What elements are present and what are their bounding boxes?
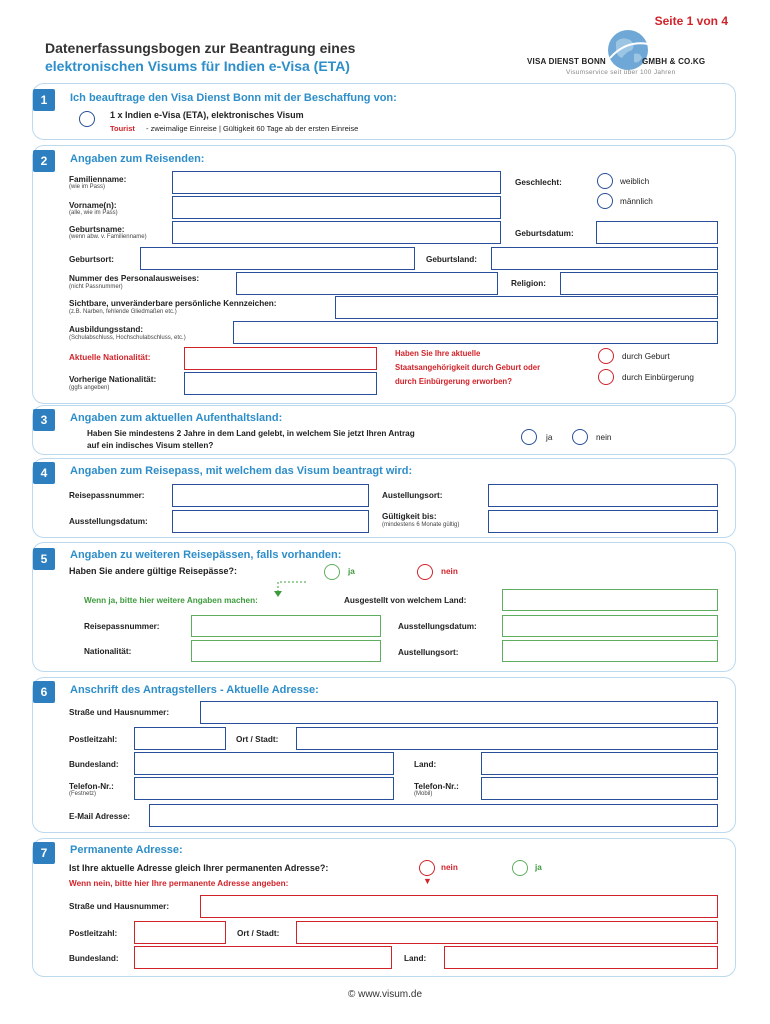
- reisepassnummer-field[interactable]: [172, 484, 369, 507]
- arrow-down-icon: ▼: [423, 876, 432, 886]
- permanent-land-label: Land:: [404, 954, 427, 963]
- telefon-festnetz-field[interactable]: [134, 777, 394, 800]
- section-heading: Permanente Adresse:: [70, 844, 183, 856]
- bundesland-label: Bundesland:: [69, 760, 119, 769]
- ausstellungsdatum-field[interactable]: [172, 510, 369, 533]
- telefon-mobil-label: Telefon-Nr.:: [414, 782, 459, 791]
- weitere-paesse-question: Haben Sie andere gültige Reisepässe?:: [69, 566, 238, 576]
- weitere-nationalitaet-label: Nationalität:: [84, 647, 132, 656]
- section-heading: Ich beauftrage den Visa Dienst Bonn mit der Beschaffung von:: [70, 92, 397, 104]
- gueltigkeit-hint: (mindestens 6 Monate gültig): [382, 522, 460, 528]
- personalausweis-field[interactable]: [236, 272, 498, 295]
- weitere-paesse-nein-label: nein: [441, 567, 458, 576]
- permanent-bundesland-label: Bundesland:: [69, 954, 119, 963]
- weitere-paesse-ja-label: ja: [348, 567, 355, 576]
- permanent-ort-label: Ort / Stadt:: [237, 929, 280, 938]
- geburtsname-hint: (wenn abw. v. Familienname): [69, 234, 147, 240]
- permanent-strasse-field[interactable]: [200, 895, 718, 918]
- strasse-field[interactable]: [200, 701, 718, 724]
- permanent-nein-radio[interactable]: [419, 860, 435, 876]
- weitere-ausstellungsdatum-field[interactable]: [502, 615, 718, 637]
- weitere-reisepassnummer-field[interactable]: [191, 615, 381, 637]
- ausstellungsort-field[interactable]: [488, 484, 718, 507]
- durch-einbuergerung-label: durch Einbürgerung: [622, 373, 694, 382]
- tourist-note: - zweimalige Einreise | Gültigkeit 60 Tage ab der ersten Einreise: [146, 124, 359, 133]
- aufenthalt-ja-radio[interactable]: [521, 429, 537, 445]
- reisepassnummer-label: Reisepassnummer:: [69, 491, 145, 500]
- durch-geburt-radio[interactable]: [598, 348, 614, 364]
- ort-label: Ort / Stadt:: [236, 735, 279, 744]
- aufenthalt-nein-label: nein: [596, 433, 612, 442]
- logo-slogan: Visumservice seit über 100 Jahren: [566, 69, 676, 76]
- aufenthalt-question-2: auf ein indisches Visum stellen?: [87, 441, 214, 450]
- personalausweis-hint: (nicht Passnummer): [69, 284, 123, 290]
- ausgestellt-land-field[interactable]: [502, 589, 718, 611]
- evisa-option-label: 1 x Indien e-Visa (ETA), elektronisches Visum: [110, 110, 304, 120]
- vorherige-nationalitaet-label: Vorherige Nationalität:: [69, 375, 157, 384]
- permanent-bundesland-field[interactable]: [134, 946, 392, 969]
- kennzeichen-hint: (z.B. Narben, fehlende Gliedmaßen etc.): [69, 309, 177, 315]
- wenn-ja-hint: Wenn ja, bitte hier weitere Angaben machen:: [84, 596, 258, 605]
- form-title: Datenerfassungsbogen zur Beantragung eines: [45, 40, 356, 56]
- ausbildung-field[interactable]: [233, 321, 718, 344]
- weitere-reisepassnummer-label: Reisepassnummer:: [84, 622, 160, 631]
- kennzeichen-label: Sichtbare, unveränderbare persönliche Kennzeichen:: [69, 299, 277, 308]
- vorname-label: Vorname(n):: [69, 201, 117, 210]
- permanent-ja-label: ja: [535, 863, 542, 872]
- geburtsdatum-field[interactable]: [596, 221, 718, 244]
- arrow-down-icon: [270, 580, 310, 598]
- weitere-ausstellungsort-label: Austellungsort:: [398, 648, 459, 657]
- aufenthalt-ja-label: ja: [546, 433, 553, 442]
- gueltigkeit-field[interactable]: [488, 510, 718, 533]
- land-label: Land:: [414, 760, 437, 769]
- vorherige-nationalitaet-hint: (ggfs angeben): [69, 385, 110, 391]
- ort-field[interactable]: [296, 727, 718, 750]
- plz-field[interactable]: [134, 727, 226, 750]
- aufenthalt-nein-radio[interactable]: [572, 429, 588, 445]
- familienname-label: Familienname:: [69, 175, 127, 184]
- aktuelle-nationalitaet-field[interactable]: [184, 347, 377, 370]
- geburtsland-field[interactable]: [491, 247, 718, 270]
- durch-einbuergerung-radio[interactable]: [598, 369, 614, 385]
- section-heading: Anschrift des Antragstellers - Aktuelle Adresse:: [70, 684, 319, 696]
- geburtsland-label: Geburtsland:: [426, 255, 477, 264]
- ausstellungsdatum-label: Ausstellungsdatum:: [69, 517, 148, 526]
- section-number: 6: [33, 681, 55, 703]
- staatsangehoerigkeit-question-3: durch Einbürgerung erworben?: [395, 377, 512, 386]
- page-number: Seite 1 von 4: [654, 14, 728, 28]
- staatsangehoerigkeit-question-2: Staatsangehörigkeit durch Geburt oder: [395, 363, 541, 372]
- weitere-nationalitaet-field[interactable]: [191, 640, 381, 662]
- maennlich-radio[interactable]: [597, 193, 613, 209]
- aktuelle-nationalitaet-label: Aktuelle Nationalität:: [69, 353, 151, 362]
- section-number: 7: [33, 842, 55, 864]
- weiblich-radio[interactable]: [597, 173, 613, 189]
- geburtsort-label: Geburtsort:: [69, 255, 115, 264]
- weitere-paesse-nein-radio[interactable]: [417, 564, 433, 580]
- geburtsname-field[interactable]: [172, 221, 501, 244]
- footer-copyright: © www.visum.de: [347, 989, 423, 1000]
- weitere-paesse-ja-radio[interactable]: [324, 564, 340, 580]
- permanente-adresse-question: Ist Ihre aktuelle Adresse gleich Ihrer permanenten Adresse?:: [69, 863, 329, 873]
- kennzeichen-field[interactable]: [335, 296, 718, 319]
- section-heading: Angaben zum aktuellen Aufenthaltsland:: [70, 412, 283, 424]
- durch-geburt-label: durch Geburt: [622, 352, 670, 361]
- geburtsort-field[interactable]: [140, 247, 415, 270]
- geburtsdatum-label: Geburtsdatum:: [515, 229, 574, 238]
- strasse-label: Straße und Hausnummer:: [69, 708, 170, 717]
- land-field[interactable]: [481, 752, 718, 775]
- plz-label: Postleitzahl:: [69, 735, 118, 744]
- email-label: E-Mail Adresse:: [69, 812, 131, 821]
- ausbildung-hint: (Schulabschluss, Hochschulabschluss, etc.): [69, 335, 186, 341]
- section-number: 4: [33, 462, 55, 484]
- section-number: 1: [33, 89, 55, 111]
- geburtsname-label: Geburtsname:: [69, 225, 125, 234]
- maennlich-label: männlich: [620, 197, 653, 206]
- permanent-ja-radio[interactable]: [512, 860, 528, 876]
- telefon-festnetz-label: Telefon-Nr.:: [69, 782, 114, 791]
- section-heading: Angaben zu weiteren Reisepässen, falls vorhanden:: [70, 549, 342, 561]
- ausstellungsort-label: Austellungsort:: [382, 491, 443, 500]
- ausgestellt-land-label: Ausgestellt von welchem Land:: [344, 596, 467, 605]
- telefon-mobil-field[interactable]: [481, 777, 718, 800]
- permanent-strasse-label: Straße und Hausnummer:: [69, 902, 170, 911]
- logo-company-suffix: GMBH & CO.KG: [642, 57, 706, 66]
- tourist-label: Tourist: [110, 124, 135, 133]
- vorname-field[interactable]: [172, 196, 501, 219]
- personalausweis-label: Nummer des Personalausweises:: [69, 274, 200, 283]
- vorherige-nationalitaet-field[interactable]: [184, 372, 377, 395]
- telefon-festnetz-hint: (Festnetz): [69, 791, 97, 797]
- staatsangehoerigkeit-question-1: Haben Sie Ihre aktuelle: [395, 349, 481, 358]
- religion-field[interactable]: [560, 272, 718, 295]
- section-number: 3: [33, 409, 55, 431]
- religion-label: Religion:: [511, 279, 547, 288]
- evisa-radio[interactable]: [79, 111, 95, 127]
- gueltigkeit-label: Gültigkeit bis:: [382, 512, 437, 521]
- bundesland-field[interactable]: [134, 752, 394, 775]
- permanent-plz-label: Postleitzahl:: [69, 929, 118, 938]
- vorname-hint: (alle, wie im Pass): [69, 210, 118, 216]
- weitere-ausstellungsort-field[interactable]: [502, 640, 718, 662]
- permanent-nein-label: nein: [441, 863, 458, 872]
- email-field[interactable]: [149, 804, 718, 827]
- familienname-field[interactable]: [172, 171, 501, 194]
- telefon-mobil-hint: (Mobil): [414, 791, 433, 797]
- permanent-land-field[interactable]: [444, 946, 718, 969]
- weiblich-label: weiblich: [620, 177, 650, 186]
- section-number: 5: [33, 548, 55, 570]
- form-subtitle: elektronischen Visums für Indien e-Visa (ETA): [45, 58, 350, 74]
- section-heading: Angaben zum Reisenden:: [70, 153, 205, 165]
- weitere-ausstellungsdatum-label: Ausstellungsdatum:: [398, 622, 477, 631]
- wenn-nein-hint: Wenn nein, bitte hier Ihre permanente Adresse angeben:: [69, 879, 289, 888]
- permanent-ort-field[interactable]: [296, 921, 718, 944]
- familienname-hint: (wie im Pass): [69, 184, 106, 190]
- section-heading: Angaben zum Reisepass, mit welchem das Visum beantragt wird:: [70, 465, 413, 477]
- geschlecht-label: Geschlecht:: [515, 178, 562, 187]
- aufenthalt-question-1: Haben Sie mindestens 2 Jahre in dem Land gelebt, in welchem Sie jetzt Ihren Antrag: [87, 429, 415, 438]
- logo-company-name: VISA DIENST BONN: [527, 57, 606, 66]
- permanent-plz-field[interactable]: [134, 921, 226, 944]
- section-number: 2: [33, 150, 55, 172]
- ausbildung-label: Ausbildungsstand:: [69, 325, 144, 334]
